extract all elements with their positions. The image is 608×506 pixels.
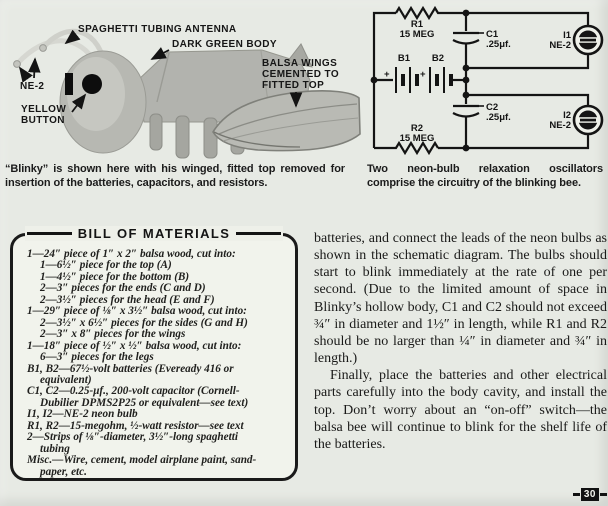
bill-of-materials-title	[25, 226, 283, 241]
end-mark	[573, 488, 607, 501]
bom-line: tubing	[40, 442, 70, 455]
bom-line: 1—29″ piece of ⅛″ x 3½″ balsa wood, cut into:	[27, 305, 247, 318]
bom-line: Dubilier DPMS2P25 or equivalent—see text)	[40, 396, 249, 409]
end-mark-dash	[573, 493, 580, 495]
battery-b1-symbol	[396, 67, 417, 93]
label-wings: FITTED TOP	[262, 80, 325, 91]
c1-value: .25μf.	[486, 39, 511, 50]
bom-line: 2—3½″ pieces for the head (E and F)	[40, 293, 215, 306]
label-yellow-button: BUTTON	[21, 115, 65, 126]
bom-line: 1—18″ piece of ½″ x ½″ balsa wood, cut into:	[27, 339, 242, 352]
title-text: BILL OF MATERIALS	[77, 226, 231, 241]
r1-ref: R1	[410, 19, 424, 30]
c1-ref: C1	[486, 29, 499, 40]
label-ne2-arrow	[20, 68, 27, 78]
neon-bulb-i1-symbol	[574, 26, 602, 54]
i1-value: NE-2	[549, 40, 571, 51]
ne2-bulb-tip	[14, 61, 21, 68]
end-mark-dash	[600, 493, 607, 495]
schematic-diagram	[366, 4, 606, 160]
bom-line: 6—3″ pieces for the legs	[40, 351, 154, 364]
yellow-button-dot	[82, 74, 102, 94]
schematic-caption: Two neon-bulb relaxation oscillators comprise the circuitry of the blinking bee.	[367, 163, 603, 189]
bom-line: paper, etc.	[40, 465, 87, 478]
bee-photo	[0, 0, 362, 160]
capacitor-c1-symbol	[453, 40, 479, 44]
photo-caption: “Blinky” is shown here with his winged, fitted top removed for insertion of the batteries, capacitors, and resistors.	[5, 163, 345, 189]
bom-line: R1, R2—15-megohm, ½-watt resistor—see text	[27, 419, 244, 432]
b1-plus: +	[384, 69, 390, 80]
ne2-bulb-tip	[40, 45, 47, 52]
title-rule-right	[236, 232, 281, 236]
bom-line: 1—6½″ piece for the top (A)	[40, 259, 172, 272]
bill-of-materials-box	[10, 226, 298, 481]
bom-line: 2—Strips of ⅛″-diameter, 3½″-long spaghetti	[27, 431, 238, 444]
bom-line: 2—3″ x 8″ pieces for the wings	[40, 328, 186, 341]
bom-line: 2—3½″ x 6½″ pieces for the sides (G and H)	[40, 316, 248, 329]
b2-plus: +	[420, 69, 426, 80]
label-antenna: SPAGHETTI TUBING ANTENNA	[78, 24, 237, 35]
r1-value: 15 MEG	[399, 29, 435, 40]
bom-line: C1, C2—0.25-μf., 200-volt capacitor (Cornell-	[27, 385, 240, 398]
bom-line: equivalent)	[40, 373, 92, 386]
end-mark-number: 30	[581, 488, 599, 501]
bill-of-materials-list	[13, 236, 295, 482]
article-paragraph: batteries, and connect the leads of the neon bulbs as shown in the schematic diagram. The bulbs should start to blink immediately at the rate of one per second. (Due to the limited amount of space in Blinky’s hollow body, C1 and C2 should not exceed ¾″ in diameter and 1½″ in length, while R1 and R2 should be no larger than ¼″ in diameter and ¾″ in length.)	[314, 231, 607, 367]
capacitor-c2-symbol	[453, 113, 479, 117]
ne2-slot	[65, 73, 73, 95]
bom-line: I1, I2—NE-2 neon bulb	[27, 408, 138, 421]
label-ne2: NE-2	[20, 81, 45, 92]
i1-ref: I1	[563, 30, 571, 41]
r2-ref: R2	[410, 123, 424, 134]
i2-value: NE-2	[549, 120, 571, 131]
c2-value: .25μf.	[486, 112, 511, 123]
label-wings: BALSA WINGS	[262, 58, 338, 69]
i2-ref: I2	[563, 110, 571, 121]
resistor-r1-symbol	[396, 8, 466, 18]
bom-line: B1, B2—67½-volt batteries (Eveready 416 or	[27, 362, 234, 375]
bee-head	[60, 51, 146, 153]
bom-line: 2—3″ pieces for the ends (C and D)	[40, 282, 206, 295]
resistor-r2-symbol	[374, 143, 438, 153]
label-ne2-arrow	[34, 59, 35, 78]
title-rule-left	[27, 232, 72, 236]
neon-bulb-i2-symbol	[574, 106, 602, 134]
label-yellow-button: YELLOW	[21, 104, 67, 115]
label-body: DARK GREEN BODY	[172, 39, 277, 50]
battery-b2-symbol	[430, 67, 451, 93]
label-wings: CEMENTED TO	[262, 69, 339, 80]
article-paragraph: Finally, place the batteries and other electrical parts carefully into the body cavity, and install the top. Don’t worry about an “on-off” switch—the balsa bee will continue to blink for the shelf life of the batteries.	[314, 368, 607, 452]
c2-ref: C2	[486, 102, 499, 113]
article-column	[314, 230, 607, 506]
bom-line: 1—24″ piece of 1″ x 2″ balsa wood, cut into:	[27, 248, 236, 260]
bom-line: 1—4½″ piece for the bottom (B)	[40, 270, 190, 283]
bom-line: Misc.—Wire, cement, model airplane paint, sand-	[27, 454, 257, 467]
r2-value: 15 MEG	[399, 133, 435, 144]
b1-ref: B1	[397, 53, 411, 64]
b2-ref: B2	[431, 53, 445, 64]
